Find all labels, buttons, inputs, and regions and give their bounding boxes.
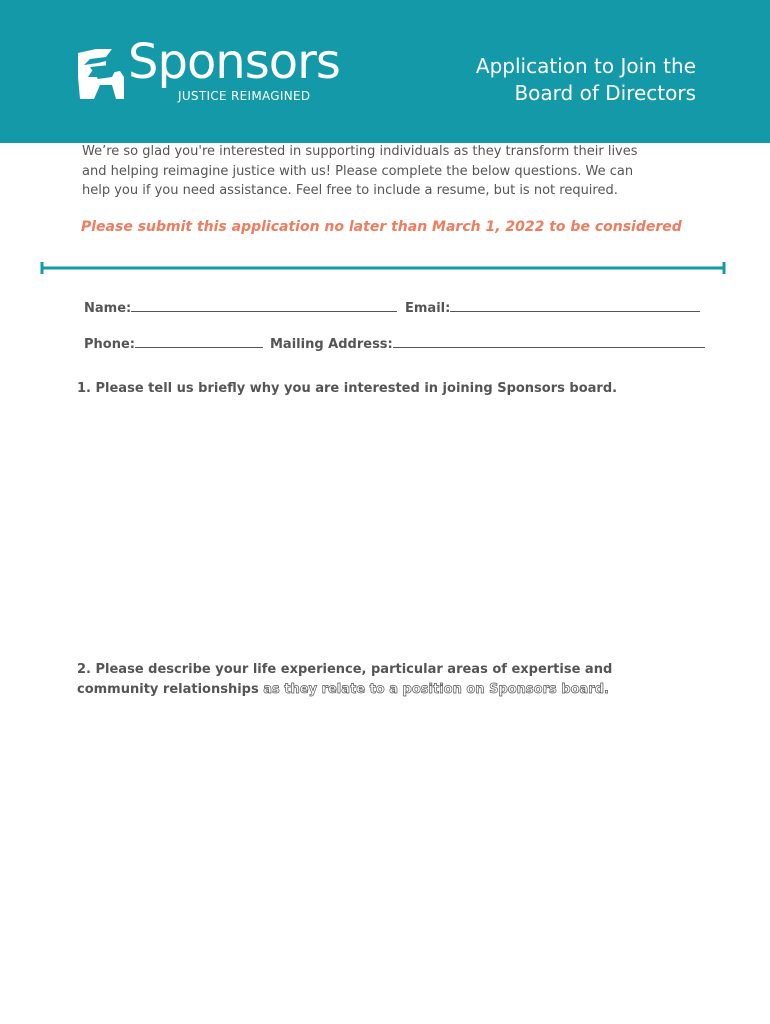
- phone-field[interactable]: [84, 335, 263, 352]
- question-2-line: [77, 680, 612, 700]
- intro-line: We’re so glad you're interested in supporting individuals as they transform their lives: [82, 144, 638, 159]
- phone-input-line[interactable]: [135, 335, 263, 348]
- intro-paragraph: [82, 142, 692, 201]
- phone-label: Phone:: [84, 337, 135, 352]
- name-input-line[interactable]: [131, 299, 397, 312]
- question-1: [77, 379, 617, 399]
- section-divider: [40, 260, 726, 276]
- question-2-outline-text: as they relate to a position on Sponsors board.: [263, 682, 609, 697]
- intro-line: help you if you need assistance. Feel free to include a resume, but is not required.: [82, 183, 618, 198]
- name-field[interactable]: [84, 299, 397, 316]
- page-title: [476, 53, 696, 107]
- logo-wordmark: Sponsors: [128, 34, 340, 90]
- question-2: [77, 660, 612, 700]
- question-1-text: 1. Please tell us briefly why you are interested in joining Sponsors board.: [77, 381, 618, 396]
- mailing-address-field[interactable]: [270, 335, 705, 352]
- header-banner: [0, 0, 770, 143]
- question-2-text: community relationships: [77, 682, 264, 697]
- mailing-address-label: Mailing Address:: [270, 337, 393, 352]
- email-label: Email:: [405, 301, 451, 316]
- deadline-notice: Please submit this application no later than March 1, 2022 to be considered: [81, 219, 682, 235]
- question-2-line: 2. Please describe your life experience, particular areas of expertise and: [77, 662, 613, 677]
- mailing-address-input-line[interactable]: [393, 335, 705, 348]
- name-label: Name:: [84, 301, 132, 316]
- intro-line: and helping reimagine justice with us! Please complete the below questions. We can: [82, 163, 634, 179]
- sponsors-logo-icon: [76, 47, 128, 101]
- page-title-line: Application to Join the: [475, 54, 696, 78]
- logo-tagline: JUSTICE REIMAGINED: [178, 89, 311, 103]
- email-field[interactable]: [405, 299, 700, 316]
- page-title-line: Board of Directors: [514, 81, 696, 105]
- email-input-line[interactable]: [450, 299, 700, 312]
